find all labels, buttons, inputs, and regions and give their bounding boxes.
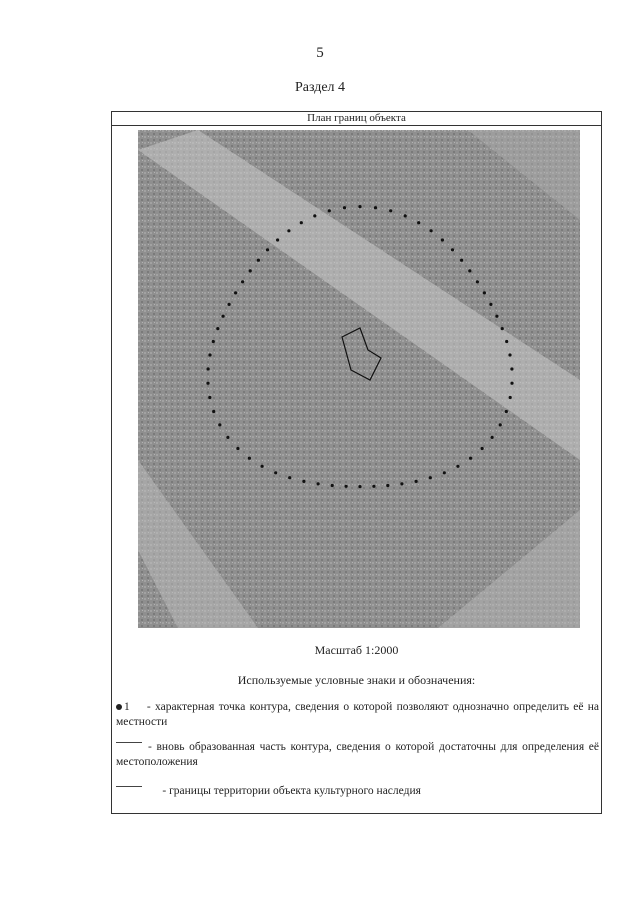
boundary-point [508, 353, 511, 356]
boundary-point [372, 485, 375, 488]
boundary-point [415, 480, 418, 483]
boundary-point [261, 465, 264, 468]
aerial-map [138, 130, 580, 628]
boundary-point [429, 476, 432, 479]
boundary-point [300, 221, 303, 224]
boundary-point [266, 248, 269, 251]
boundary-point [241, 280, 244, 283]
boundary-point [216, 327, 219, 330]
aerial-map-image [138, 130, 580, 628]
boundary-point [358, 485, 361, 488]
boundary-point [451, 248, 454, 251]
boundary-point [345, 485, 348, 488]
point-marker-label: 1 [124, 701, 130, 713]
legend-item-point-text: - характерная точка контура, сведения о которой позволяют однозначно определить её на местности [116, 701, 599, 728]
legend-item-point [116, 700, 599, 730]
boundary-point [249, 269, 252, 272]
boundary-point [389, 209, 392, 212]
plan-frame [111, 111, 602, 814]
boundary-point [441, 238, 444, 241]
boundary-point [404, 214, 407, 217]
dashed-line-icon [116, 742, 142, 743]
page-number: 5 [316, 45, 324, 61]
boundary-point [386, 484, 389, 487]
boundary-point [228, 303, 231, 306]
boundary-point [288, 476, 291, 479]
point-marker-icon [116, 704, 122, 710]
legend-title: Используемые условные знаки и обозначения: [237, 673, 476, 687]
boundary-point [208, 353, 211, 356]
boundary-point [313, 214, 316, 217]
boundary-point [499, 423, 502, 426]
boundary-point [222, 315, 225, 318]
boundary-point [317, 482, 320, 485]
boundary-point [226, 436, 229, 439]
boundary-point [218, 423, 221, 426]
boundary-point [489, 303, 492, 306]
boundary-point [212, 410, 215, 413]
section-title: Раздел 4 [294, 80, 346, 95]
boundary-point [234, 291, 237, 294]
boundary-point [468, 269, 471, 272]
boundary-point [248, 457, 251, 460]
boundary-point [358, 205, 361, 208]
boundary-point [343, 206, 346, 209]
boundary-point [331, 484, 334, 487]
boundary-point [501, 327, 504, 330]
boundary-point [510, 382, 513, 385]
boundary-point [510, 367, 513, 370]
boundary-point [207, 367, 210, 370]
legend-item-new-part [116, 740, 599, 770]
boundary-point [505, 410, 508, 413]
boundary-point [469, 457, 472, 460]
boundary-point [287, 229, 290, 232]
boundary-point [417, 221, 420, 224]
boundary-point [212, 340, 215, 343]
boundary-point [495, 315, 498, 318]
boundary-point [491, 436, 494, 439]
boundary-point [328, 209, 331, 212]
boundary-point [505, 340, 508, 343]
boundary-point [208, 396, 211, 399]
boundary-point [481, 447, 484, 450]
boundary-point [509, 396, 512, 399]
boundary-point [400, 482, 403, 485]
boundary-point [206, 382, 209, 385]
boundary-point [483, 291, 486, 294]
boundary-point [456, 465, 459, 468]
boundary-point [430, 229, 433, 232]
boundary-point [302, 480, 305, 483]
boundary-point [374, 206, 377, 209]
boundary-point [460, 259, 463, 262]
scale-label: Масштаб 1:2000 [314, 643, 399, 657]
plan-frame-header: План границ объекта [112, 112, 601, 126]
legend-item-boundary [116, 784, 599, 799]
boundary-point [443, 471, 446, 474]
boundary-point [276, 238, 279, 241]
boundary-point [257, 259, 260, 262]
boundary-point [236, 447, 239, 450]
boundary-line-icon [116, 786, 142, 787]
legend-item-boundary-text: - границы территории объекта культурного наследия [162, 785, 421, 797]
boundary-point [274, 471, 277, 474]
boundary-point [476, 280, 479, 283]
legend-item-new-part-text: - вновь образованная часть контура, сведения о которой достаточны для определения её местоположения [116, 741, 599, 768]
